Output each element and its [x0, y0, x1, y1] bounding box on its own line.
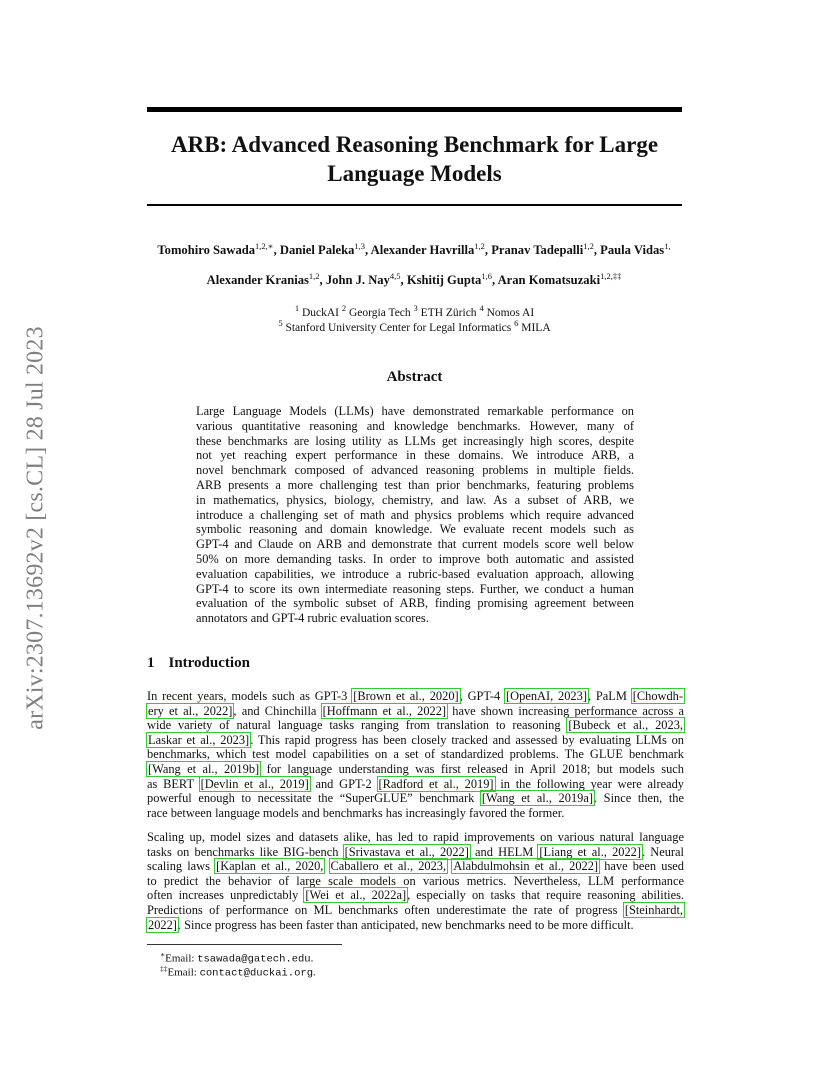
- paragraph-line: [147, 918, 684, 933]
- section-title: Introduction: [168, 655, 250, 671]
- affiliation-marker: 2: [341, 303, 347, 313]
- paragraph-text: . Since progress has been faster than anticipated, new benchmarks need to be more difficult.: [177, 917, 634, 932]
- paragraph-text: to predict the behavior of large scale models on various metrics. Nevertheless, LLM performance: [147, 873, 684, 888]
- paragraph-line: [147, 806, 684, 821]
- paragraph-text: tasks on benchmarks like BIG-bench: [147, 844, 344, 859]
- affiliation-name: MILA: [521, 321, 551, 334]
- paragraph-text: . This rapid progress has been closely tracked and assessed by evaluating LLMs on: [250, 732, 684, 747]
- paragraph-text: in the following year were already: [494, 776, 684, 791]
- abstract-body: [196, 404, 634, 626]
- paragraph-line: [147, 859, 684, 874]
- affiliation-marker: 3: [413, 303, 418, 313]
- intro-paragraph-1: [147, 689, 684, 820]
- paragraph-text: In recent years, models such as GPT-3: [147, 689, 353, 703]
- affiliation-marker: 6: [514, 318, 519, 328]
- author-affiliation-marker: 4,5: [389, 271, 401, 281]
- section-number: 1: [147, 655, 155, 671]
- paragraph-text: , GPT-4: [459, 689, 506, 703]
- citation-link[interactable]: [Wang et al., 2019b]: [148, 761, 260, 776]
- abstract-line: GPT-4 to score its own intermediate reasoning steps. Further, we conduct a human: [196, 581, 634, 596]
- abstract-line: novel benchmark composed of advanced reasoning problems in multiple fields.: [196, 463, 634, 478]
- author-name: Pranav Tadepalli: [491, 243, 584, 258]
- paragraph-text: [324, 859, 329, 873]
- paragraph-line: [147, 718, 684, 733]
- paper-title-line2: Language Models: [327, 161, 502, 186]
- author-affiliation-marker: 1,2: [308, 271, 320, 281]
- footnote-end: .: [313, 966, 316, 979]
- citation-link[interactable]: [Bubeck et al., 2023,: [568, 718, 683, 733]
- author-list-line2: Alexander Kranias$^{1,2}$, John J. Nay$^{4,5}$, Kshitij Gupta$^{1,6}$, Aran Komatsuzaki$^{1,2,\ddagger\ddagger}$: [206, 271, 622, 288]
- paragraph-line: [147, 888, 684, 903]
- paper-title: [147, 130, 682, 188]
- paragraph-text: race between language models and benchmarks has increasingly favored the former.: [147, 805, 565, 820]
- affiliations-line1: [147, 303, 682, 319]
- citation-link[interactable]: [Srivastava et al., 2022]: [344, 844, 469, 859]
- paragraph-line: [147, 845, 684, 860]
- paragraph-text: , PaLM: [587, 689, 632, 703]
- abstract-line: evaluation capabilities, we introduce a rubric-based evaluation approach, allowing: [196, 566, 634, 581]
- citation-link[interactable]: [Chowdh-: [632, 689, 683, 703]
- abstract-line: various quantitative reasoning and knowledge benchmarks. However, many of: [196, 418, 634, 433]
- paragraph-line: [147, 747, 684, 762]
- author-affiliation-marker: 1,2: [474, 241, 485, 251]
- author-name: John J. Nay: [325, 273, 390, 288]
- footnote-marker: ∗: [160, 950, 166, 959]
- affiliation-name: Georgia Tech: [348, 306, 411, 319]
- paragraph-line: [147, 733, 684, 748]
- paragraph-line: [147, 762, 684, 777]
- author-affiliation-marker: 1,3: [354, 241, 366, 251]
- affiliation-marker: 5: [278, 318, 283, 328]
- abstract-heading: Abstract: [386, 369, 443, 385]
- footnote-email: tsawada@gatech.edu: [197, 953, 311, 966]
- paragraph-line: [147, 830, 684, 845]
- abstract-line: ARB presents a more challenging test than prior benchmarks, featuring problems: [196, 477, 634, 492]
- paragraph-line: [147, 874, 684, 889]
- affiliation-name: ETH Zürich: [420, 306, 477, 319]
- author-affiliation-marker: 1,2,∗: [255, 241, 274, 251]
- abstract-line: not yet reaching expert performance in these domains. We introduce ARB, a: [196, 448, 634, 463]
- paragraph-text: , especially on tasks that require reasoning abilities.: [407, 888, 684, 903]
- citation-link[interactable]: [Kaplan et al., 2020,: [216, 859, 324, 874]
- author-affiliation-marker: 1,2: [583, 241, 594, 251]
- paragraph-line: [147, 777, 684, 792]
- footnote-label: Email:: [167, 966, 200, 979]
- abstract-line: Large Language Models (LLMs) have demonstrated remarkable performance on: [196, 404, 634, 418]
- paragraph-text: for language understanding was first released in April 2018; but models such: [260, 761, 684, 776]
- abstract-line: in mathematics, physics, biology, chemistry, and law. As a subset of ARB, we: [196, 492, 634, 507]
- citation-link[interactable]: [Brown et al., 2020]: [353, 689, 459, 703]
- footnote-rule: [147, 944, 342, 945]
- section-heading-introduction: [147, 655, 250, 672]
- paragraph-text: wide variety of natural language tasks ranging from translation to reasoning: [147, 718, 568, 733]
- title-top-rule: [147, 107, 682, 112]
- citation-link[interactable]: [Devlin et al., 2019]: [200, 776, 309, 791]
- author-name: Aran Komatsuzaki: [497, 273, 601, 288]
- paragraph-text: Predictions of performance on ML benchmarks often underestimate the rate of progress: [147, 902, 624, 917]
- author-name: Daniel Paleka: [279, 243, 355, 258]
- abstract-line: 50% on more demanding tasks. In order to improve both automatic and assisted: [196, 551, 634, 566]
- citation-link[interactable]: [OpenAI, 2023]: [506, 689, 587, 703]
- citation-link[interactable]: 2022]: [148, 917, 177, 932]
- paragraph-line: [147, 791, 684, 806]
- affiliation-name: DuckAI: [301, 306, 339, 319]
- paragraph-text: benchmarks, which test model capabilities on a set of standardized problems. The GLUE benchmark: [147, 747, 684, 762]
- affiliation-marker: 4: [479, 303, 484, 313]
- abstract-line: these benchmarks are losing utility as LLMs get increasingly high scores, despite: [196, 433, 634, 448]
- paragraph-text: and GPT-2: [309, 776, 378, 791]
- paragraph-text: have been used: [599, 859, 684, 874]
- affiliation-name: Stanford University Center for Legal Informatics: [285, 321, 512, 334]
- citation-link[interactable]: [Liang et al., 2022]: [539, 844, 641, 859]
- arxiv-identifier-text: arXiv:2307.13692v2 [cs.CL] 28 Jul 2023: [22, 326, 49, 730]
- paragraph-text: , and Chinchilla: [233, 703, 322, 718]
- paragraph-line: [147, 704, 684, 719]
- citation-link[interactable]: Laskar et al., 2023]: [148, 732, 250, 747]
- abstract-line: evaluation of the symbolic subset of ARB, finding promising agreement between: [196, 596, 634, 611]
- author-list-line1: Tomohiro Sawada$^{1,2,∗}$, Daniel Paleka$^{1,3}$, Alexander Havrilla$^{1,2}$, Pranav Tadepalli$^{1,2}$, Paula Vidas$^{1,}$: [157, 241, 671, 258]
- footnote-marker: ‡‡: [160, 964, 168, 973]
- citation-link[interactable]: Alabdulmohsin et al., 2022]: [453, 859, 599, 874]
- citation-link[interactable]: [Hoffmann et al., 2022]: [322, 703, 447, 718]
- abstract-line: introduce a challenging set of math and physics problems which require advanced: [196, 507, 634, 522]
- author-affiliation-marker: 1,6: [481, 271, 492, 281]
- footnote-label: Email:: [165, 952, 198, 965]
- affiliations-line2: [147, 318, 682, 334]
- paragraph-text: . Neural: [642, 844, 684, 859]
- citation-link[interactable]: [Steinhardt,: [624, 902, 683, 917]
- paragraph-text: . Since then, the: [593, 791, 684, 806]
- paragraph-text: often increases unpredictably: [147, 888, 305, 903]
- paragraph-text: have shown increasing performance across a: [447, 703, 684, 718]
- author-affiliation-marker: 1,: [664, 241, 671, 251]
- author-name: Kshitij Gupta: [406, 273, 482, 288]
- abstract-line: symbolic reasoning and domain knowledge. We evaluate recent models such as: [196, 522, 634, 537]
- paragraph-text: as BERT: [147, 776, 200, 791]
- footnote-end: .: [310, 952, 314, 965]
- abstract-line: annotators and GPT-4 rubric evaluation scores.: [196, 611, 429, 626]
- footnote-2: [160, 964, 316, 980]
- abstract-line: GPT-4 and Claude on ARB and demonstrate that current models score well below: [196, 537, 634, 552]
- footnote-email: contact@duckai.org: [199, 967, 313, 980]
- paragraph-text: Scaling up, model sizes and datasets alike, has led to rapid improvements on various natural language: [147, 830, 684, 844]
- citation-link[interactable]: Caballero et al., 2023,: [330, 859, 447, 874]
- paragraph-line: [147, 689, 684, 704]
- author-name: Paula Vidas: [600, 243, 665, 258]
- intro-paragraph-2: [147, 830, 684, 932]
- affiliation-name: Nomos AI: [486, 306, 535, 319]
- author-name: Alexander Kranias: [206, 273, 309, 288]
- citation-link[interactable]: [Wang et al., 2019a]: [481, 791, 593, 806]
- citation-link[interactable]: [Radford et al., 2019]: [378, 776, 494, 791]
- author-name: Tomohiro Sawada: [157, 243, 256, 258]
- citation-link[interactable]: [Wei et al., 2022a]: [305, 888, 407, 903]
- affiliation-marker: 1: [294, 303, 300, 313]
- paragraph-text: and HELM: [469, 844, 539, 859]
- paper-title-line1: ARB: Advanced Reasoning Benchmark for Large: [170, 132, 659, 157]
- title-bottom-rule: [147, 204, 682, 206]
- author-affiliation-marker: 1,2,‡‡: [600, 271, 622, 281]
- paragraph-text: powerful enough to necessitate the “SuperGLUE” benchmark: [147, 791, 481, 806]
- author-name: Alexander Havrilla: [370, 243, 475, 258]
- citation-link[interactable]: ery et al., 2022]: [148, 703, 233, 718]
- paragraph-text: scaling laws: [147, 859, 216, 874]
- paragraph-line: [147, 903, 684, 918]
